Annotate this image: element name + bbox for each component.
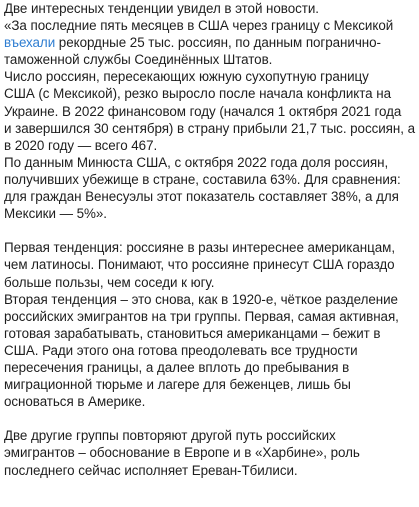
body-line: и завершился 30 сентября) в страну прибыли 21,7 тыс. россиян, а xyxy=(4,120,415,136)
paragraph-gap xyxy=(4,222,415,239)
body-line: последнего сейчас исполняет Ереван-Тбилиси. xyxy=(4,462,298,478)
body-line: Вторая тенденция – это снова, как в 1920-е, чёткое разделение xyxy=(4,291,398,307)
quote-line-with-link xyxy=(4,34,415,51)
body-line: США. Ради этого она готова преодолевать все трудности xyxy=(4,342,358,358)
body-line: основаться в Америке. xyxy=(4,394,146,410)
quote-line: таможенной службы Соединённых Штатов. xyxy=(4,52,273,68)
quote-line: «За последние пять месяцев в США через границу с Мексикой xyxy=(4,18,394,34)
body-line: миграционной тюрьме и лагере для беженцев, лишь бы xyxy=(4,377,351,393)
body-line: эмигрантов – обоснование в Европе и в «Харбине», роль xyxy=(4,445,360,461)
body-line: Число россиян, пересекающих южную сухопутную границу xyxy=(4,69,369,85)
body-line: в 2020 году — всего 467. xyxy=(4,137,158,153)
body-line: пересечения границы, а далее вплоть до пребывания в xyxy=(4,359,350,375)
message-text xyxy=(4,0,415,479)
quote-text: рекордные 25 тыс. россиян, по данным погранично- xyxy=(55,35,381,51)
body-line: российских эмигрантов на три группы. Первая, самая активная, xyxy=(4,308,399,324)
paragraph-gap xyxy=(4,410,415,427)
news-link[interactable]: въехали xyxy=(4,35,56,51)
body-line: готовая зарабатывать, становиться американцами – бежит в xyxy=(4,325,381,341)
body-line: Две другие группы повторяют другой путь российских xyxy=(4,428,336,444)
body-line: больше пользы, чем соседи к югу. xyxy=(4,274,215,290)
body-line: По данным Минюста США, с октября 2022 года доля россиян, xyxy=(4,154,389,170)
body-line: для граждан Венесуэлы этот показатель составляет 38%, а для xyxy=(4,189,399,205)
body-line: США (с Мексикой), резко выросло после начала конфликта на xyxy=(4,86,391,102)
body-line: получивших убежище в стране, составила 63%. Для сравнения: xyxy=(4,171,401,187)
body-line: чем латиносы. Понимают, что россияне принесут США гораздо xyxy=(4,257,395,273)
body-line: Мексики — 5%». xyxy=(4,206,107,222)
body-line: Первая тенденция: россияне в разы интереснее американцам, xyxy=(4,240,395,256)
body-line: Украине. В 2022 финансовом году (начался 1 октября 2021 года xyxy=(4,103,402,119)
intro-line: Две интересных тенденции увидел в этой новости. xyxy=(4,1,319,16)
